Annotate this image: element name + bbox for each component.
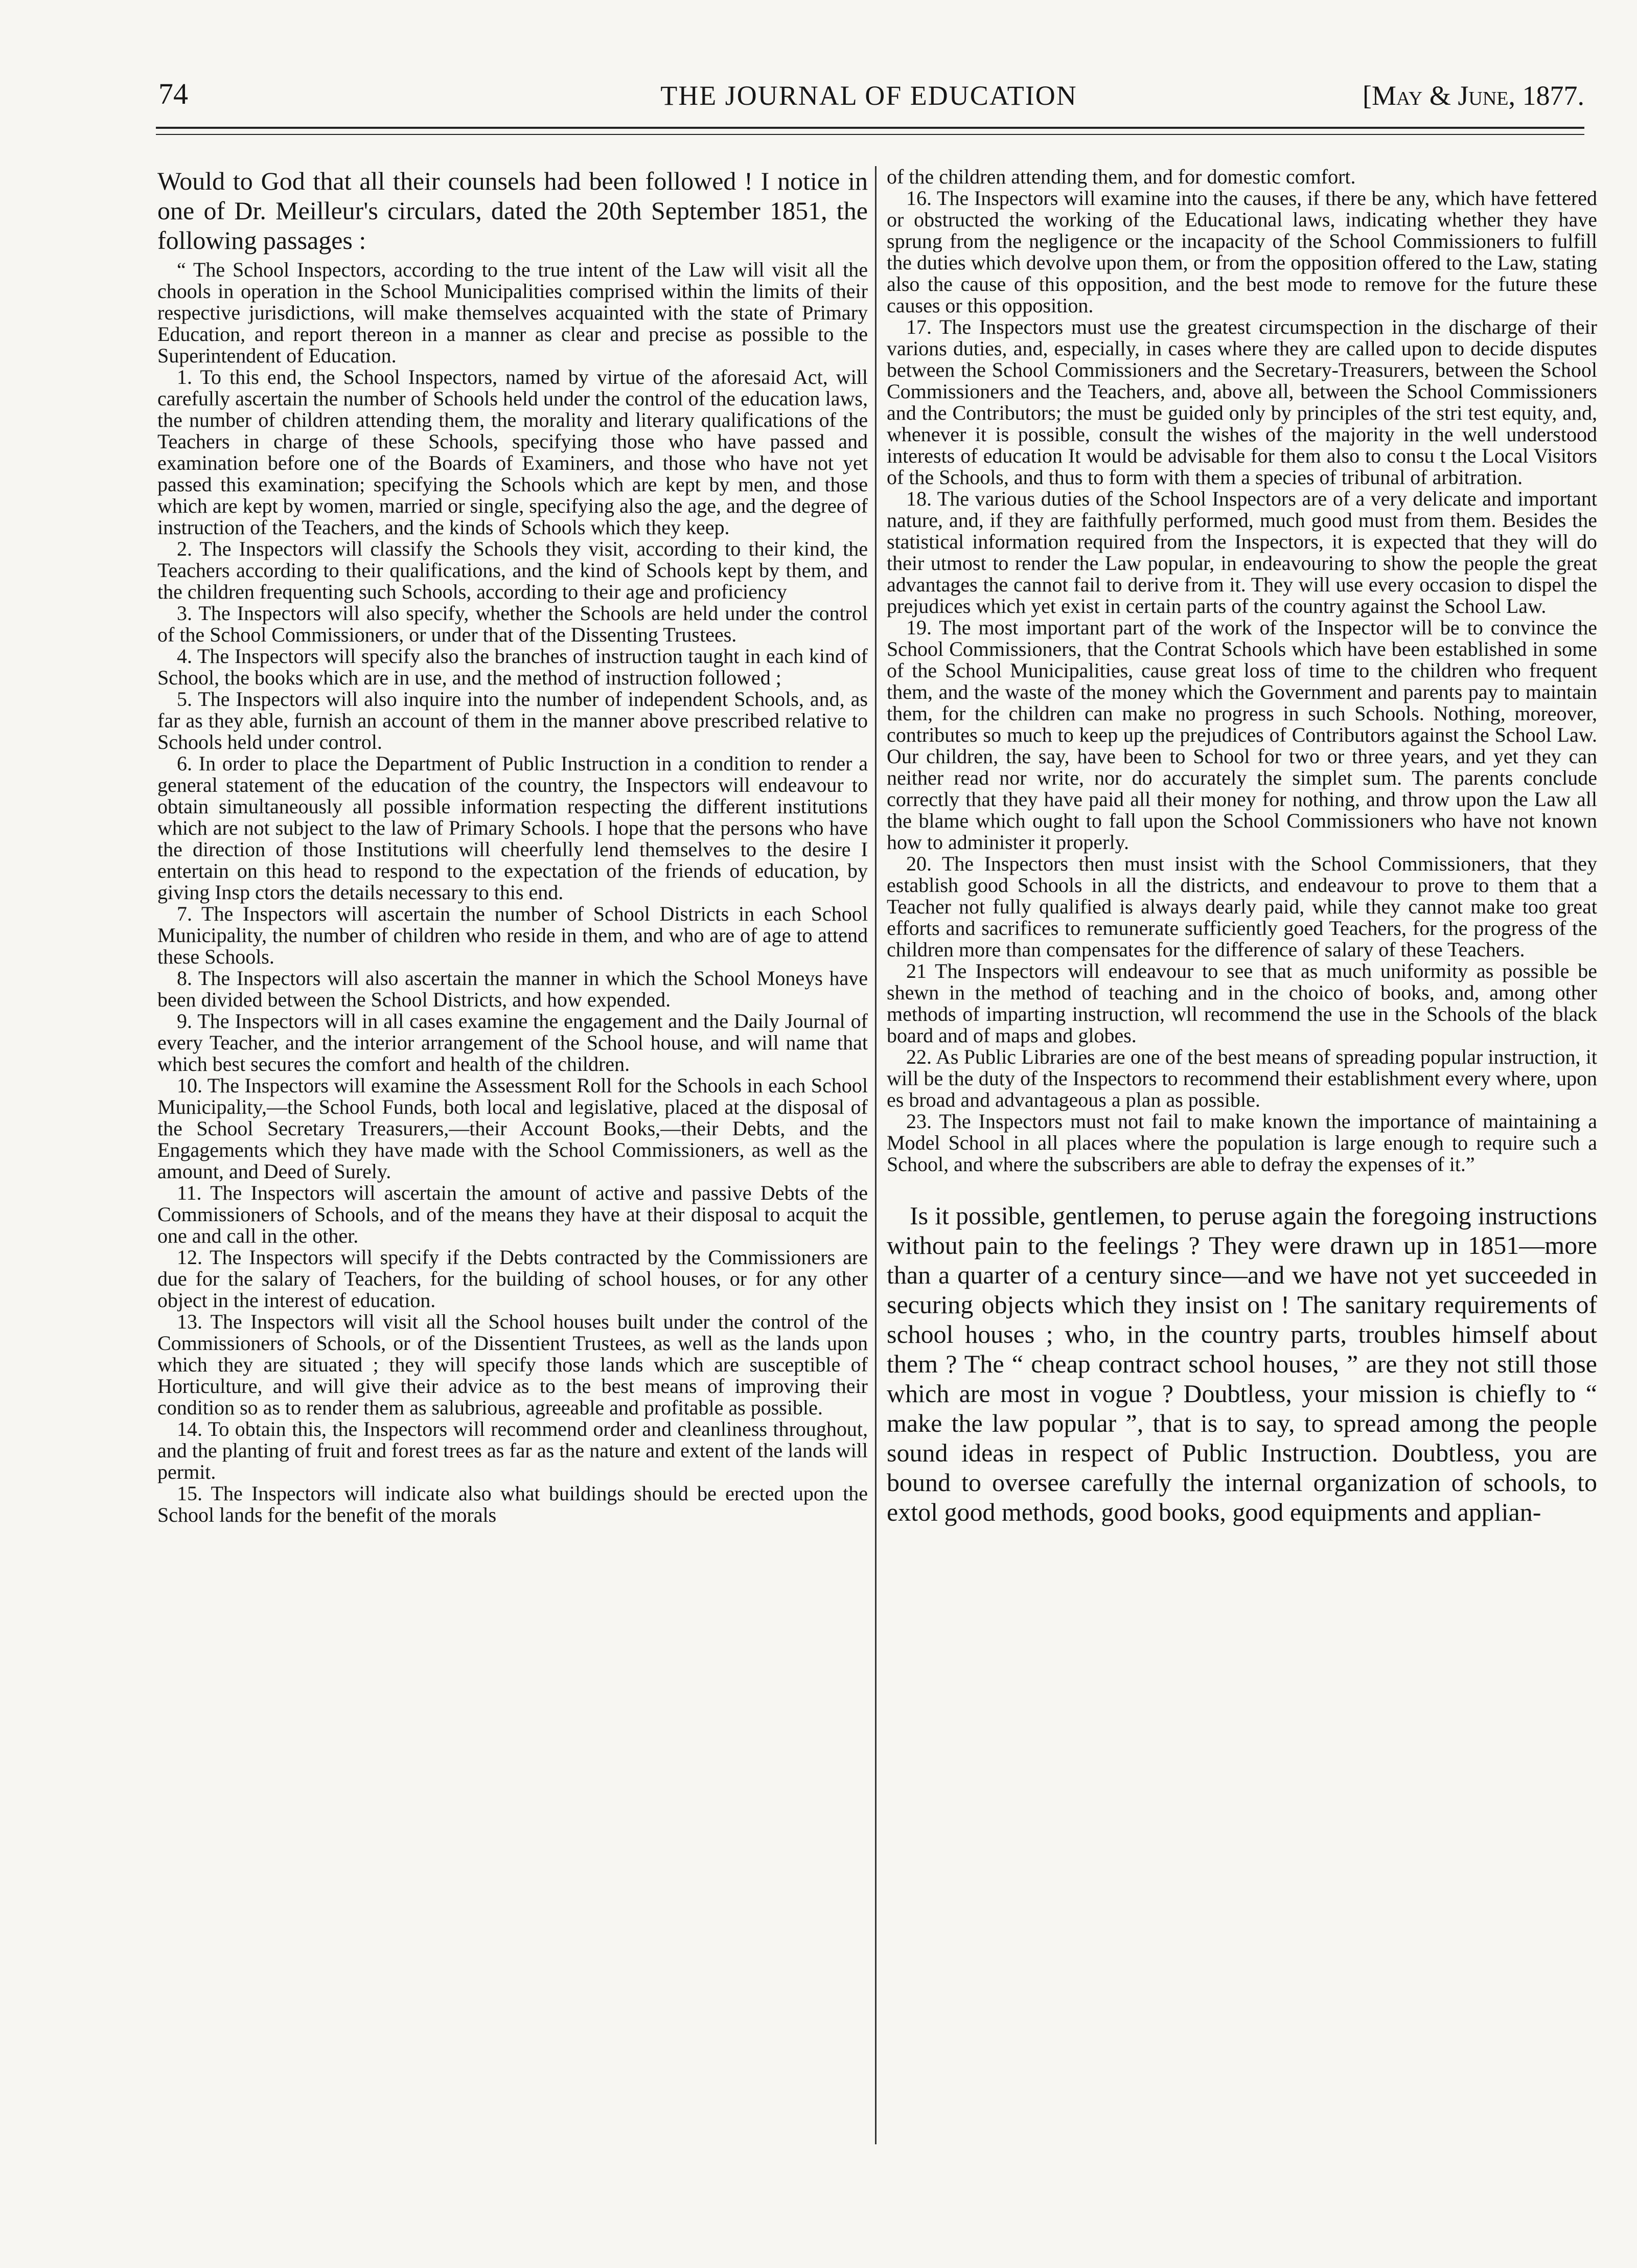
quoted-paragraph: 20. The Inspectors then must insist with the School Commissioners, that they establish good Schools in all the districts, and endeavour to prove to them that a Teacher not fully qualified is always dearly paid, while they cannot make too great efforts and sacrifices to remunerate sufficiently goed Teachers, for the progress of the children more than compensates for the difference of salary of these Teachers. xyxy=(887,852,1597,961)
quoted-paragraph: 10. The Inspectors will examine the Assessment Roll for the Schools in each School Municipality,—the School Funds, both local and legislative, placed at the disposal of the School Secretary Treasurers,—their Account Books,—their Debts, and the Engagements which they have made with the School Commissioners, as well as the amount, and Deed of Surely. xyxy=(157,1074,868,1183)
quoted-paragraph: 17. The Inspectors must use the greatest circumspection in the discharge of their varions duties, and, especially, in cases where they are called upon to decide disputes between the School Commissioners and the Secretary-Treasurers, between the School Commissioners and the Teachers, and, above all, between the School Commissioners and the Contributors; the must be guided only by principles of the stri test equity, and, whenever it is possible, consult the wishes of the majority in the well understood interests of education It would be advisable for them also to consu t the Local Visitors of the Schools, and thus to form with them a species of tribunal of arbitration. xyxy=(887,315,1597,489)
quoted-paragraph: 2. The Inspectors will classify the Schools they visit, according to their kind, the Teachers according to their qualifications, and the kind of Schools kept by them, and the children frequenting such Schools, according to their age and proficiency xyxy=(157,537,868,603)
quoted-paragraph: 5. The Inspectors will also inquire into the number of independent Schools, and, as far as they able, furnish an account of them in the manner above prescribed relative to Schools held under control. xyxy=(157,688,868,753)
quoted-paragraph: 1. To this end, the School Inspectors, named by virtue of the aforesaid Act, will carefully ascertain the number of Schools held under the control of the education laws, the number of children attending them, the morality and literary qualifications of the Teachers in charge of these Schools, specifying those who have passed and examination before one of the Boards of Examiners, and those who have not yet passed this examination; specifying the Schools which are kept by men, and those which are kept by women, married or single, specifying also the age, and the degree of instruction of the Teachers, and the kinds of Schools which they keep. xyxy=(157,365,868,539)
intro-paragraph: Would to God that all their counsels had been followed ! I notice in one of Dr. Meilleur's circulars, dated the 20th September 1851, the following passages : xyxy=(157,167,868,255)
quoted-paragraph: 22. As Public Libraries are one of the best means of spreading popular instruction, it will be the duty of the Inspectors to recommend their establishment every where, upon es broad and advantageous a plan as possible. xyxy=(887,1045,1597,1111)
quoted-paragraph: 3. The Inspectors will also specify, whether the Schools are held under the control of the School Commissioners, or under that of the Dissenting Trustees. xyxy=(157,602,868,646)
header-rule-thin xyxy=(156,134,1584,135)
quoted-paragraph: 4. The Inspectors will specify also the branches of instruction taught in each kind of School, the books which are in use, and the method of instruction followed ; xyxy=(157,645,868,689)
quoted-paragraph: “ The School Inspectors, according to the true intent of the Law will visit all the chools in operation in the School Municipalities comprised within the limits of their respective jurisdictions, will make themselves acquainted with the state of Primary Education, and report thereon in a manner as clear and precise as possible to the Superintendent of Education. xyxy=(157,258,868,367)
quoted-paragraph: 6. In order to place the Department of Public Instruction in a condition to render a general statement of the education of the country, the Inspectors will endeavour to obtain simultaneously all possible information respecting the different institutions which are not subject to the law of Primary Schools. I hope that the persons who have the direction of those Institutions will cheerfully lend themselves to the desire I entertain on this head to respond to the expectation of the friends of education, by giving Insp ctors the details necessary to this end. xyxy=(157,752,868,904)
journal-title: THE JOURNAL OF EDUCATION xyxy=(660,80,1077,111)
quoted-paragraph: 21 The Inspectors will endeavour to see that as much uniformity as possible be shewn in the method of teaching and in the choico of books, and, among other methods of imparting instruction, wll recommend the use in the Schools of the black board and of maps and globes. xyxy=(887,959,1597,1047)
left-column xyxy=(157,166,868,2139)
issue-date: [May & June, 1877. xyxy=(1362,80,1584,111)
quoted-paragraph: 8. The Inspectors will also ascertain the manner in which the School Moneys have been divided between the School Districts, and how expended. xyxy=(157,967,868,1011)
quoted-paragraph: 15. The Inspectors will indicate also what buildings should be erected upon the School lands for the benefit of the morals xyxy=(157,1482,868,1526)
quoted-paragraph: 23. The Inspectors must not fail to make known the importance of maintaining a Model School in all places where the population is large enough to require such a School, and where the subscribers are able to defray the expenses of it.” xyxy=(887,1110,1597,1176)
quoted-paragraph: 14. To obtain this, the Inspectors will recommend order and cleanliness throughout, and the planting of fruit and forest trees as far as the nature and extent of the lands will permit. xyxy=(157,1417,868,1483)
paragraph-gap xyxy=(887,1175,1597,1201)
column-divider xyxy=(875,166,877,2144)
quoted-paragraph: 11. The Inspectors will ascertain the amount of active and passive Debts of the Commissioners of Schools, and of the means they have at their disposal to acquit the one and call in the other. xyxy=(157,1181,868,1247)
quoted-paragraph: 16. The Inspectors will examine into the causes, if there be any, which have fettered or obstructed the working of the Educational laws, indicating whether they have sprung from the negligence or the incapacity of the School Commissioners to fulfill the duties which devolve upon them, or from the opposition offered to the Law, stating also the cause of this opposition, and the best mode to remove for the future these causes or this opposition. xyxy=(887,187,1597,317)
right-column xyxy=(887,166,1597,2139)
closing-paragraph: Is it possible, gentlemen, to peruse again the foregoing instructions without pain to the feelings ? They were drawn up in 1851—more than a quarter of a century since—and we have not yet succeeded in securing objects which they insist on ! The sanitary requirements of school houses ; who, in the country parts, troubles himself about them ? The “ cheap contract school houses, ” are they not still those which are most in vogue ? Doubtless, your mission is chiefly to “ make the law popular ”, that is to say, to spread among the people sound ideas in respect of Public Instruction. Doubtless, you are bound to oversee carefully the internal organization of schools, to extol good methods, good books, good equipments and applian- xyxy=(887,1201,1597,1526)
page-header xyxy=(153,77,1584,118)
quoted-paragraph: 13. The Inspectors will visit all the School houses built under the control of the Commissioners of Schools, or of the Dissentient Trustees, as well as the lands upon which they are situated ; they will specify those lands which are susceptible of Horticulture, and will give their advice as to the best means of improving their condition so as to render them as salubrious, agreeable and profitable as possible. xyxy=(157,1310,868,1419)
quoted-paragraph: 18. The various duties of the School Inspectors are of a very delicate and important nature, and, if they are faithfully performed, much good must from them. Besides the statistical information required from the Inspectors, it is expected that they will do their utmost to render the Law popular, in endeavouring to show the people the great advantages the cannot fail to derive from it. They will use every occasion to dispel the prejudices which yet exist in certain parts of the country against the School Law. xyxy=(887,487,1597,617)
page-number: 74 xyxy=(158,77,188,110)
quoted-paragraph: 9. The Inspectors will in all cases examine the engagement and the Daily Journal of every Teacher, and the interior arrangement of the School house, and will name that which best secures the comfort and health of the children. xyxy=(157,1010,868,1075)
header-rule-thick xyxy=(156,127,1584,129)
quoted-paragraph: 12. The Inspectors will specify if the Debts contracted by the Commissioners are due for the salary of Teachers, for the building of school houses, or for any other object in the interest of education. xyxy=(157,1246,868,1312)
quoted-paragraph: 7. The Inspectors will ascertain the number of School Districts in each School Municipality, the number of children who reside in them, and who are of age to attend these Schools. xyxy=(157,902,868,968)
quoted-paragraph: 19. The most important part of the work of the Inspector will be to convince the School Commissioners, that the Contrat Schools which have been established in some of the School Municipalities, cause great loss of time to the children who frequent them, and the waste of the money which the Government and parents pay to maintain them, for the children can make no progress in such Schools. Nothing, moreover, contributes so much to keep up the prejudices of Contributors against the School Law. Our children, the say, have been to School for two or three years, and yet they can neither read nor write, nor do accurately the simplet sum. The parents conclude correctly that they have paid all their money for nothing, and throw upon the Law all the blame which ought to fall upon the School Commissioners who have not known how to administer it properly. xyxy=(887,616,1597,854)
quoted-paragraph: of the children attending them, and for domestic comfort. xyxy=(887,166,1356,188)
